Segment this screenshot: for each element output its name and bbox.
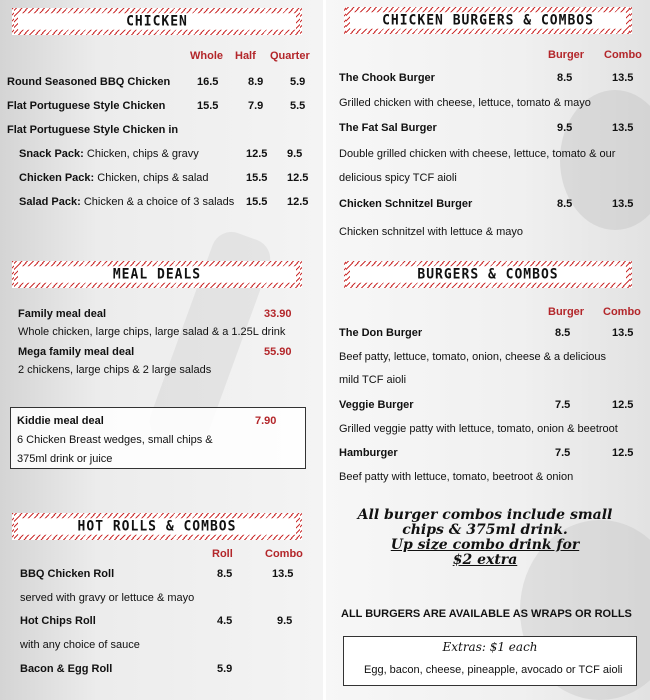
price-combo: 12.5 bbox=[612, 399, 634, 411]
price-half: 8.9 bbox=[248, 76, 264, 88]
item-name: Hot Chips Roll bbox=[20, 615, 96, 627]
combo-note bbox=[350, 508, 620, 568]
packs-intro: Flat Portuguese Style Chicken in bbox=[7, 124, 179, 136]
kiddie-meal-box bbox=[10, 407, 306, 469]
item-name: Family meal deal bbox=[18, 308, 107, 320]
item-desc: Beef patty with lettuce, tomato, beetroot & onion bbox=[339, 471, 574, 483]
price-burger: 7.5 bbox=[555, 447, 571, 459]
col-burger: Burger bbox=[548, 49, 585, 61]
price-burger: 7.5 bbox=[555, 399, 571, 411]
price-half: 15.5 bbox=[246, 172, 268, 184]
price-roll: 8.5 bbox=[217, 568, 233, 580]
item-name: The Don Burger bbox=[339, 327, 423, 339]
col-roll: Roll bbox=[212, 548, 233, 560]
item-desc: Chicken, chips & gravy bbox=[86, 148, 199, 160]
upsize-note-line: $2 extra bbox=[452, 552, 518, 568]
price-roll: 5.9 bbox=[217, 663, 233, 675]
item-name: Round Seasoned BBQ Chicken bbox=[7, 76, 171, 88]
item-name: Bacon & Egg Roll bbox=[20, 663, 113, 675]
extras-box bbox=[343, 636, 637, 686]
price-whole: 15.5 bbox=[197, 100, 219, 112]
col-quarter: Quarter bbox=[270, 50, 310, 62]
combo-note-line: chips & 375ml drink. bbox=[402, 522, 568, 538]
item-name: Salad Pack: bbox=[19, 196, 81, 208]
section-title: BURGERS & COMBOS bbox=[350, 266, 626, 283]
burgers-header bbox=[344, 261, 632, 288]
col-burger: Burger bbox=[548, 306, 585, 318]
item-name: Chicken Schnitzel Burger bbox=[339, 198, 473, 210]
price-burger: 8.5 bbox=[555, 327, 571, 339]
item-desc: with any choice of sauce bbox=[20, 639, 140, 651]
item-desc: Chicken & a choice of 3 salads bbox=[83, 196, 235, 208]
item-name: The Chook Burger bbox=[339, 72, 435, 84]
col-combo: Combo bbox=[604, 49, 642, 61]
item-name: Chicken Pack: bbox=[19, 172, 95, 184]
price-whole: 16.5 bbox=[197, 76, 219, 88]
combo-note-line: All burger combos include small bbox=[357, 507, 613, 523]
item-price: 33.90 bbox=[264, 308, 292, 320]
item-name: Hamburger bbox=[339, 447, 398, 459]
item-desc: Grilled veggie patty with lettuce, tomato, onion & beetroot bbox=[339, 423, 618, 435]
price-combo: 9.5 bbox=[277, 615, 293, 627]
item-desc: 2 chickens, large chips & 2 large salads bbox=[18, 364, 212, 376]
wraps-note: ALL BURGERS ARE AVAILABLE AS WRAPS OR ROLLS bbox=[341, 608, 632, 620]
price-combo: 13.5 bbox=[612, 122, 634, 134]
item-name: Veggie Burger bbox=[339, 399, 414, 411]
section-title: HOT ROLLS & COMBOS bbox=[18, 518, 296, 535]
item-desc: Beef patty, lettuce, tomato, onion, cheese & a delicious bbox=[339, 351, 607, 363]
section-title: CHICKEN bbox=[18, 13, 296, 30]
price-quarter: 12.5 bbox=[287, 196, 309, 208]
item-name: Kiddie meal deal bbox=[17, 415, 104, 427]
item-desc: Grilled chicken with cheese, lettuce, tomato & mayo bbox=[339, 97, 591, 109]
col-combo: Combo bbox=[603, 306, 641, 318]
page-fold bbox=[323, 0, 326, 700]
col-combo: Combo bbox=[265, 548, 303, 560]
item-desc: 375ml drink or juice bbox=[17, 453, 113, 465]
price-combo: 13.5 bbox=[612, 72, 634, 84]
extras-title: Extras: $1 each bbox=[442, 640, 538, 654]
chicken-header bbox=[12, 8, 302, 35]
item-desc: Whole chicken, large chips, large salad & a 1.25L drink bbox=[18, 326, 286, 338]
price-quarter: 12.5 bbox=[287, 172, 309, 184]
item-desc: served with gravy or lettuce & mayo bbox=[20, 592, 195, 604]
price-combo: 13.5 bbox=[612, 198, 634, 210]
section-title: CHICKEN BURGERS & COMBOS bbox=[350, 12, 626, 29]
item-name: The Fat Sal Burger bbox=[339, 122, 437, 134]
item-name: BBQ Chicken Roll bbox=[20, 568, 115, 580]
item-name: Flat Portuguese Style Chicken bbox=[7, 100, 166, 112]
item-desc: delicious spicy TCF aioli bbox=[339, 172, 457, 184]
price-half: 15.5 bbox=[246, 196, 268, 208]
item-desc: Double grilled chicken with cheese, lettuce, tomato & our bbox=[339, 148, 616, 160]
item-desc: Chicken, chips & salad bbox=[97, 172, 209, 184]
hot-rolls-header bbox=[12, 513, 302, 540]
col-whole: Whole bbox=[190, 50, 223, 62]
col-half: Half bbox=[235, 50, 256, 62]
item-name: Mega family meal deal bbox=[18, 346, 135, 358]
price-burger: 9.5 bbox=[557, 122, 573, 134]
price-roll: 4.5 bbox=[217, 615, 233, 627]
price-quarter: 9.5 bbox=[287, 148, 303, 160]
price-combo: 12.5 bbox=[612, 447, 634, 459]
item-price: 7.90 bbox=[255, 415, 277, 427]
chicken-burgers-header bbox=[344, 7, 632, 34]
price-combo: 13.5 bbox=[272, 568, 294, 580]
upsize-note-line: Up size combo drink for bbox=[390, 537, 580, 553]
price-burger: 8.5 bbox=[557, 198, 573, 210]
item-desc: 6 Chicken Breast wedges, small chips & bbox=[17, 434, 213, 446]
section-title: MEAL DEALS bbox=[18, 266, 296, 283]
price-quarter: 5.9 bbox=[290, 76, 306, 88]
price-quarter: 5.5 bbox=[290, 100, 306, 112]
price-burger: 8.5 bbox=[557, 72, 573, 84]
item-desc: Chicken schnitzel with lettuce & mayo bbox=[339, 226, 524, 238]
item-price: 55.90 bbox=[264, 346, 292, 358]
meal-deals-header bbox=[12, 261, 302, 288]
item-desc: mild TCF aioli bbox=[339, 374, 407, 386]
extras-list: Egg, bacon, cheese, pineapple, avocado or TCF aioli bbox=[364, 664, 623, 676]
item-name: Snack Pack: bbox=[19, 148, 84, 160]
price-half: 12.5 bbox=[246, 148, 268, 160]
price-half: 7.9 bbox=[248, 100, 264, 112]
price-combo: 13.5 bbox=[612, 327, 634, 339]
